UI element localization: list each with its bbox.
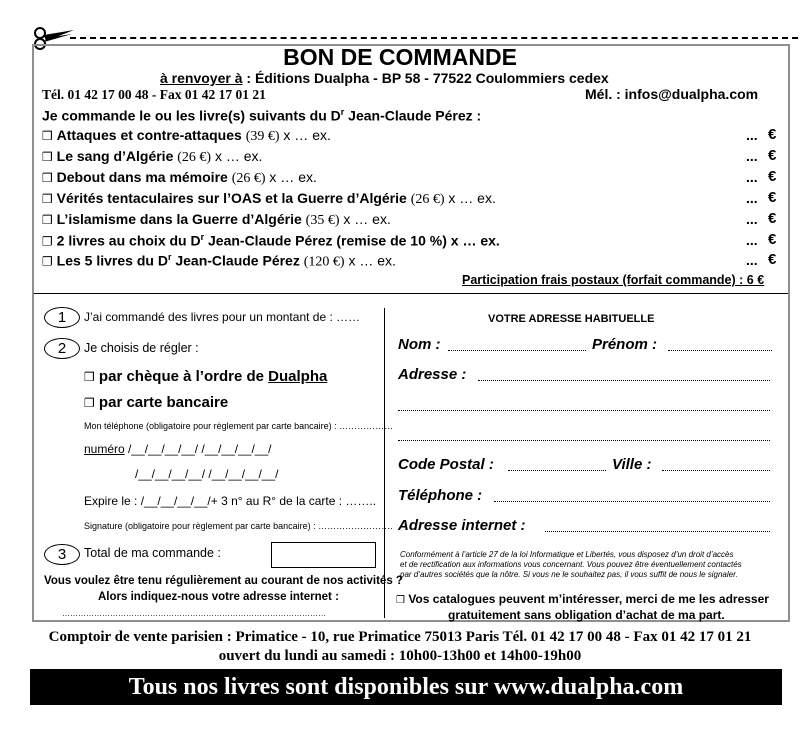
checkbox-icon[interactable]: ❒ [42,234,53,249]
card-phone-field[interactable]: Mon téléphone (obligatoire pour règlement par carte bancaire) : ……………… [84,421,394,431]
nom-field[interactable] [448,350,586,351]
catalogue-option-line-2: gratuitement sans obligation d’achat de ma part. [448,608,725,622]
book-line[interactable]: ❒ 2 livres au choix du $D^r$ Jean-Claude Pérez (remise de 10 %) x … ex. [42,232,500,249]
adresse-label: Adresse : [398,366,467,383]
euro-sign: € [768,147,777,164]
adresse-field-3[interactable] [398,440,770,441]
price-dots: ... [746,169,758,185]
signature-field[interactable]: Signature (obligatoire pour règlement par carte bancaire) : ……………………. [84,521,393,531]
section-divider [34,293,788,294]
ville-field[interactable] [662,470,770,471]
form-title: BON DE COMMANDE [283,44,517,70]
checkbox-icon[interactable]: ❒ [42,150,53,164]
adresse-field-2[interactable] [398,410,770,411]
newsletter-email-field[interactable]: ……………………………………………………………………………………… [62,609,326,618]
euro-sign: € [768,126,777,143]
euro-sign: € [768,189,777,206]
return-address [160,70,609,86]
legal-notice-line: Conformément à l’article 27 de la loi Informatique et Libertés, vous disposez d’un droit d’accès [400,550,734,559]
card-number-field-2[interactable]: /__/__/__/__/ /__/__/__/__/ [135,467,279,481]
checkbox-icon[interactable]: ❒ [42,213,53,227]
code-postal-field[interactable] [508,470,606,471]
book-line[interactable]: ❒ Debout dans ma mémoire (26 €) x … ex. [42,169,317,186]
price-dots: ... [746,190,758,206]
phone-fax: Tél. 01 42 17 00 48 - Fax 01 42 17 01 21 [42,87,266,102]
checkbox-icon[interactable]: ❒ [42,171,53,185]
postage-note: Participation frais postaux (forfait commande) : 6 € [462,273,765,287]
return-address-text: : Éditions Dualpha - BP 58 - 77522 Coulommiers cedex [242,70,609,86]
step-3-text: Total de ma commande : [84,546,221,560]
price-dots: ... [746,211,758,227]
telephone-label: Téléphone : [398,487,483,504]
nom-label: Nom : [398,336,441,353]
card-number-field[interactable]: numéro /__/__/__/__/ /__/__/__/__/ [84,442,272,456]
euro-sign: € [768,168,777,185]
step-2-circle: 2 [44,338,80,359]
step-1-text: J’ai commandé des livres pour un montant de : …… [84,310,361,324]
ville-label: Ville : [612,456,652,473]
store-address: Comptoir de vente parisien : Primatice - 10, rue Primatice 75013 Paris Tél. 01 42 17 00 48 - Fax 01 42 17 01 21 [48,629,752,645]
adresse-internet-label: Adresse internet : [398,517,526,534]
checkbox-icon[interactable]: ❒ [42,254,53,269]
checkbox-icon[interactable]: ❒ [84,370,95,384]
book-line[interactable]: ❒ L’islamisme dans la Guerre d’Algérie (35 €) x … ex. [42,211,391,228]
store-hours: ouvert du lundi au samedi : 10h00-13h00 et 14h00-19h00 [218,648,582,664]
adresse-internet-field[interactable] [545,531,770,532]
checkbox-icon[interactable]: ❒ [42,192,53,206]
pay-cheque-option[interactable]: ❒ par chèque à l’ordre de Dualpha [84,368,328,385]
euro-sign: € [768,251,777,268]
book-line[interactable]: ❒ Attaques et contre-attaques (39 €) x … ex. [42,127,331,144]
price-dots: ... [746,127,758,143]
telephone-field[interactable] [494,501,770,502]
cut-line [70,37,798,39]
legal-notice-line: par d’autres sociétés que la nôtre. Si vous ne le souhaitez pas, il vous suffit de nous le signaler. [400,570,738,579]
step-1-circle: 1 [44,307,80,328]
checkbox-icon[interactable]: ❒ [396,595,405,606]
step-2-text: Je choisis de régler : [84,341,199,355]
price-dots: ... [746,252,758,268]
column-divider [384,308,385,618]
total-input[interactable] [271,542,376,568]
website-banner: Tous nos livres sont disponibles sur www.dualpha.com [30,669,782,705]
address-heading: VOTRE ADRESSE HABITUELLE [488,313,655,325]
price-dots: ... [746,148,758,164]
catalogue-option[interactable]: ❒ Vos catalogues peuvent m’intéresser, merci de me les adresser [396,592,769,606]
adresse-field[interactable] [478,380,770,381]
prenom-label: Prénom : [592,336,658,353]
book-line[interactable]: ❒ Le sang d’Algérie (26 €) x … ex. [42,148,263,165]
legal-notice-line: et de rectification aux informations vous concernant. Vous pouvez être éventuellement contactés [400,560,742,569]
pay-card-option[interactable]: ❒ par carte bancaire [84,394,229,411]
return-label: à renvoyer à [160,70,243,86]
euro-sign: € [768,231,777,248]
newsletter-question: Vous voulez être tenu régulièrement au courant de nos activités ? [44,575,403,587]
checkbox-icon[interactable]: ❒ [42,129,53,143]
newsletter-prompt: Alors indiquez-nous votre adresse internet : [98,591,339,603]
price-dots: ... [746,232,758,248]
card-expiry-field[interactable]: Expire le : /__/__/__/__/+ 3 n° au R° de la carte : …….. [84,494,377,508]
order-intro: Je commande le ou les livre(s) suivants du $D^r$ Jean-Claude Pérez : [42,107,482,124]
email: Mél. : infos@dualpha.com [585,86,759,102]
step-3-circle: 3 [44,544,80,565]
euro-sign: € [768,210,777,227]
book-line[interactable]: ❒ Vérités tentaculaires sur l’OAS et la Guerre d’Algérie (26 €) x … ex. [42,190,496,207]
checkbox-icon[interactable]: ❒ [84,396,95,410]
prenom-field[interactable] [668,350,772,351]
code-postal-label: Code Postal : [398,456,494,473]
book-line[interactable]: ❒ Les 5 livres du $D^r$ Jean-Claude Pérez (120 €) x … ex. [42,252,396,270]
